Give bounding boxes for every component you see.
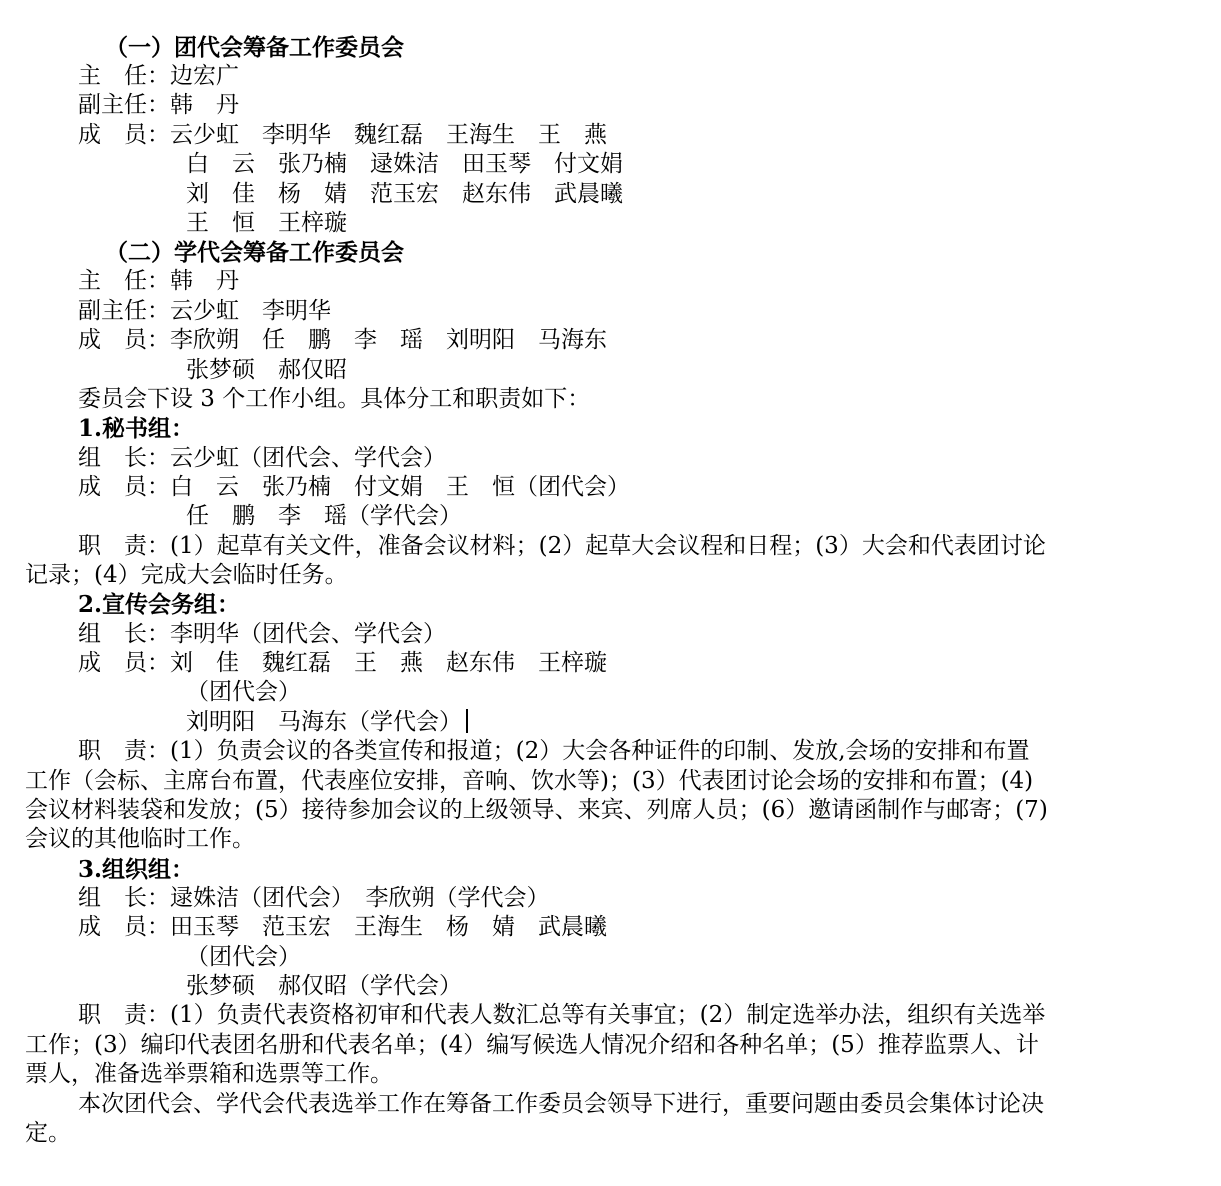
group-1-leader: 组 长：云少虹（团代会、学代会） [78,445,446,471]
group-2-members-cont: （团代会） [186,679,301,705]
section-2-director: 主 任：韩 丹 [78,268,239,294]
section-1-members-cont: 王 恒 王梓璇 [186,210,347,236]
group-3-duty-cont: 票人，准备选举票箱和选票等工作。 [25,1061,393,1087]
group-2-leader: 组 长：李明华（团代会、学代会） [78,621,446,647]
section-1-deputy: 副主任：韩 丹 [78,92,239,118]
group-2-duty-cont: 工作（会标、主席台布置，代表座位安排，音响、饮水等)；(3）代表团讨论会场的安排和布置；(4) [25,768,1034,794]
section-1-members: 成 员：云少虹 李明华 魏红磊 王海生 王 燕 [78,122,607,148]
group-3-members: 成 员：田玉琴 范玉宏 王海生 杨 婧 武晨曦 [78,914,607,940]
group-1-members: 成 员：白 云 张乃楠 付文娟 王 恒（团代会） [78,474,630,500]
group-2-members-cont [186,708,468,737]
group-1-duty: 职 责：(1）起草有关文件，准备会议材料；(2）起草大会议程和日程；(3）大会和代表团讨论 [78,533,1046,559]
group-3-title: 3.组织组： [78,856,195,883]
group-2-duty-cont: 会议的其他临时工作。 [25,826,255,852]
group-2-members-text: 刘明阳 马海东（学代会） [186,709,462,735]
section-2-title: （二）学代会筹备工作委员会 [105,239,404,266]
section-2-members-cont: 张梦硕 郝仅昭 [186,357,347,383]
group-1-duty-cont: 记录；(4）完成大会临时任务。 [25,562,348,588]
group-1-title: 1.秘书组： [78,415,195,442]
text-cursor [466,709,468,733]
closing-paragraph: 本次团代会、学代会代表选举工作在筹备工作委员会领导下进行，重要问题由委员会集体讨论决 [78,1091,1044,1117]
group-2-duty-cont: 会议材料装袋和发放；(5）接待参加会议的上级领导、来宾、列席人员；(6）邀请函制作与邮寄；(7) [25,797,1048,823]
section-1-title: （一）团代会筹备工作委员会 [105,34,404,61]
group-3-duty: 职 责：(1）负责代表资格初审和代表人数汇总等有关事宜；(2）制定选举办法，组织有关选举 [78,1002,1046,1028]
group-3-members-cont: （团代会） [186,944,301,970]
section-1-members-cont: 白 云 张乃楠 逯姝洁 田玉琴 付文娟 [186,151,623,177]
group-1-members-cont: 任 鹏 李 瑶（学代会） [186,503,462,529]
group-3-duty-cont: 工作；(3）编印代表团名册和代表名单；(4）编写候选人情况介绍和各种名单；(5）推荐监票人、计 [25,1032,1039,1058]
group-2-title: 2.宣传会务组： [78,591,241,618]
section-1-director: 主 任：边宏广 [78,63,239,89]
section-2-members: 成 员：李欣朔 任 鹏 李 瑶 刘明阳 马海东 [78,327,607,353]
closing-paragraph-cont: 定。 [25,1120,71,1146]
section-1-members-cont: 刘 佳 杨 婧 范玉宏 赵东伟 武晨曦 [186,181,623,207]
group-3-leader: 组 长：逯姝洁（团代会） 李欣朔（学代会） [78,885,550,911]
intro-paragraph: 委员会下设 3 个工作小组。具体分工和职责如下： [78,386,591,412]
group-2-duty: 职 责：(1）负责会议的各类宣传和报道；(2）大会各种证件的印制、发放,会场的安排和布置 [78,738,1030,764]
group-3-members-cont: 张梦硕 郝仅昭（学代会） [186,973,462,999]
group-2-members: 成 员：刘 佳 魏红磊 王 燕 赵东伟 王梓璇 [78,650,607,676]
section-2-deputy: 副主任：云少虹 李明华 [78,298,331,324]
